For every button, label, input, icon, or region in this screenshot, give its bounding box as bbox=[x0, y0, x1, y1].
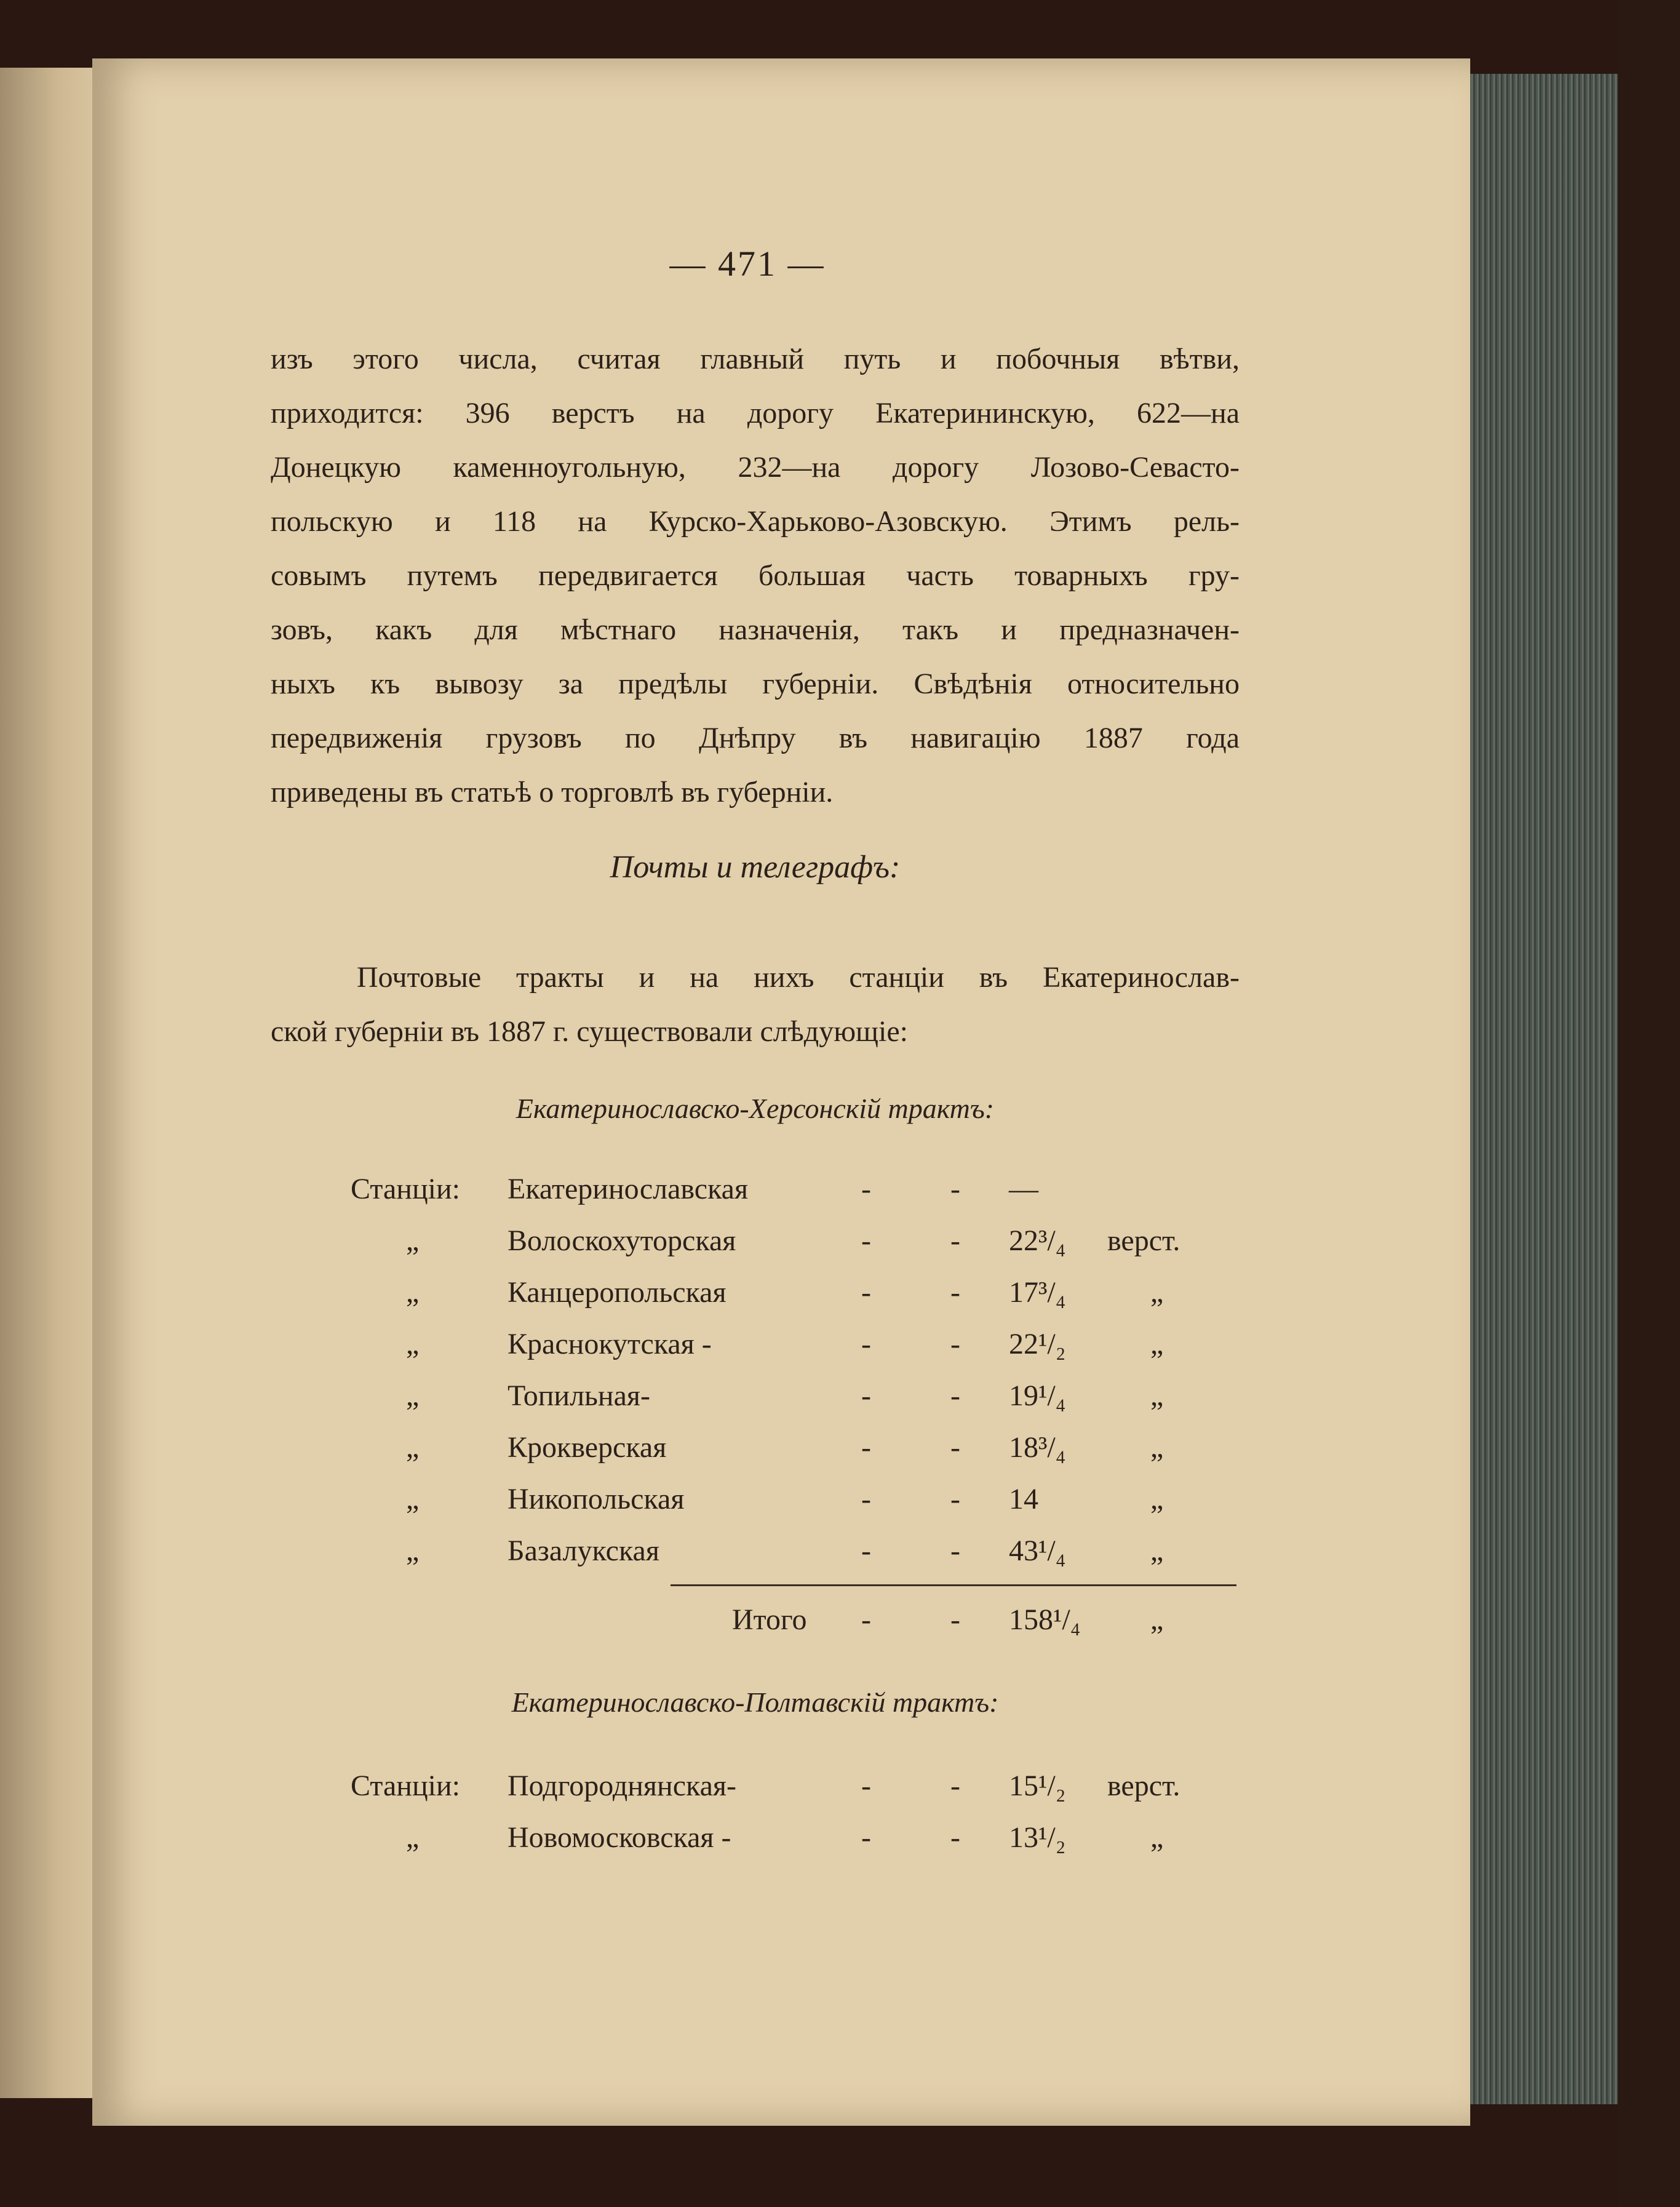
table-row bbox=[351, 1379, 1243, 1431]
unit: „ bbox=[1150, 1821, 1164, 1854]
unit: „ bbox=[1150, 1276, 1164, 1309]
page-number: — 471 — bbox=[669, 244, 826, 284]
unit: „ bbox=[1150, 1483, 1164, 1515]
left-page-edge bbox=[0, 68, 100, 2098]
total-label: Итого bbox=[732, 1603, 807, 1636]
text-line: польскую и 118 на Курско-Харьково-Азовскую. Этимъ рель- bbox=[271, 505, 1240, 538]
table-row bbox=[351, 1534, 1243, 1586]
dash: - bbox=[950, 1379, 960, 1412]
dash: - bbox=[861, 1431, 871, 1464]
total-distance: 158¹/₄ bbox=[1009, 1603, 1081, 1636]
distance: 43¹/₄ bbox=[1009, 1535, 1066, 1567]
dash: - bbox=[950, 1770, 960, 1802]
unit: верст. bbox=[1107, 1770, 1180, 1802]
distance: 19¹/₄ bbox=[1009, 1379, 1066, 1412]
dash: - bbox=[950, 1224, 960, 1257]
row-label: „ bbox=[406, 1379, 420, 1412]
text-line: изъ этого числа, считая главный путь и побочныя вѣтви, bbox=[271, 343, 1240, 375]
dash: - bbox=[950, 1173, 960, 1205]
dash: - bbox=[861, 1328, 871, 1360]
distance: 22¹/₂ bbox=[1009, 1328, 1066, 1360]
station-name: Новомосковская - bbox=[508, 1821, 731, 1854]
tract-heading: Екатеринославско-Херсонскій трактъ: bbox=[516, 1093, 995, 1124]
distance: 14 bbox=[1009, 1483, 1038, 1515]
table-row bbox=[351, 1327, 1243, 1379]
station-name: Екатеринославская bbox=[508, 1173, 749, 1205]
stations-table bbox=[351, 1769, 1243, 1872]
text-line: совымъ путемъ передвигается большая часть товарныхъ гру- bbox=[271, 559, 1240, 592]
row-label: „ bbox=[406, 1535, 420, 1567]
text-line: передвиженія грузовъ по Днѣпру въ навигацію 1887 года bbox=[271, 722, 1240, 754]
station-name: Топильная- bbox=[508, 1379, 650, 1412]
stations-table bbox=[351, 1172, 1243, 1586]
dash: - bbox=[861, 1173, 871, 1205]
station-name: Крокверская bbox=[508, 1431, 667, 1464]
dash: - bbox=[861, 1821, 871, 1854]
text-line: приходится: 396 верстъ на дорогу Екатерининскую, 622—на bbox=[271, 397, 1240, 429]
page-stack-edges bbox=[1470, 74, 1618, 2104]
book-cover bbox=[1618, 0, 1680, 2207]
text-line: ской губерніи въ 1887 г. существовали слѣдующіе: bbox=[271, 1015, 908, 1048]
dash: - bbox=[861, 1483, 871, 1515]
station-name: Канцеропольская bbox=[508, 1276, 727, 1309]
row-label: „ bbox=[406, 1821, 420, 1854]
station-name: Волоскохуторская bbox=[508, 1224, 736, 1257]
row-label: Станціи: bbox=[351, 1173, 460, 1205]
dash: - bbox=[861, 1224, 871, 1257]
text-line: приведены въ статьѣ о торговлѣ въ губерніи. bbox=[271, 776, 834, 808]
station-name: Базалукская bbox=[508, 1535, 659, 1567]
dash: - bbox=[861, 1603, 871, 1636]
station-name: Никопольская bbox=[508, 1483, 685, 1515]
table-row bbox=[351, 1275, 1243, 1327]
dash: - bbox=[950, 1603, 960, 1636]
dash: - bbox=[861, 1770, 871, 1802]
dash: - bbox=[950, 1483, 960, 1515]
table-row bbox=[351, 1172, 1243, 1224]
station-name: Краснокутская - bbox=[508, 1328, 712, 1360]
row-label: „ bbox=[406, 1483, 420, 1515]
intro-paragraph bbox=[271, 951, 1240, 1059]
unit: „ bbox=[1150, 1431, 1164, 1464]
table-row bbox=[351, 1482, 1243, 1534]
dash: - bbox=[950, 1276, 960, 1309]
dash: - bbox=[950, 1328, 960, 1360]
row-label: „ bbox=[406, 1224, 420, 1257]
distance: — bbox=[1009, 1173, 1038, 1205]
dash: - bbox=[950, 1821, 960, 1854]
dash: - bbox=[861, 1535, 871, 1567]
row-label: „ bbox=[406, 1276, 420, 1309]
dash: - bbox=[950, 1535, 960, 1567]
station-name: Подгороднянская- bbox=[508, 1770, 736, 1802]
unit: „ bbox=[1150, 1328, 1164, 1360]
distance: 13¹/₂ bbox=[1009, 1821, 1066, 1854]
dash: - bbox=[861, 1276, 871, 1309]
unit: верст. bbox=[1107, 1224, 1180, 1257]
unit: „ bbox=[1150, 1603, 1164, 1636]
table-row bbox=[351, 1431, 1243, 1482]
table-row bbox=[351, 1821, 1243, 1872]
text-line: зовъ, какъ для мѣстнаго назначенія, такъ и предназначен- bbox=[271, 613, 1240, 646]
distance: 18³/₄ bbox=[1009, 1431, 1066, 1464]
body-paragraph bbox=[271, 332, 1240, 820]
unit: „ bbox=[1150, 1535, 1164, 1567]
table-row bbox=[351, 1769, 1243, 1821]
text-line: Донецкую каменноугольную, 232—на дорогу Лозово-Севасто- bbox=[271, 451, 1240, 484]
row-label: Станціи: bbox=[351, 1770, 460, 1802]
total-rule bbox=[671, 1584, 1236, 1586]
distance: 15¹/₂ bbox=[1009, 1770, 1066, 1802]
unit: „ bbox=[1150, 1379, 1164, 1412]
row-label: „ bbox=[406, 1328, 420, 1360]
total-row bbox=[351, 1603, 1243, 1654]
distance: 17³/₄ bbox=[1009, 1276, 1066, 1309]
distance: 22³/₄ bbox=[1009, 1224, 1066, 1257]
tract-heading: Екатеринославско-Полтавскій трактъ: bbox=[511, 1686, 999, 1718]
table-row bbox=[351, 1224, 1243, 1275]
text-line: ныхъ къ вывозу за предѣлы губерніи. Свѣдѣнія относительно bbox=[271, 668, 1240, 700]
section-heading: Почты и телеграфъ: bbox=[610, 850, 901, 885]
row-label: „ bbox=[406, 1431, 420, 1464]
dash: - bbox=[861, 1379, 871, 1412]
dash: - bbox=[950, 1431, 960, 1464]
text-line: Почтовые тракты и на нихъ станціи въ Екатеринослав- bbox=[357, 961, 1240, 994]
